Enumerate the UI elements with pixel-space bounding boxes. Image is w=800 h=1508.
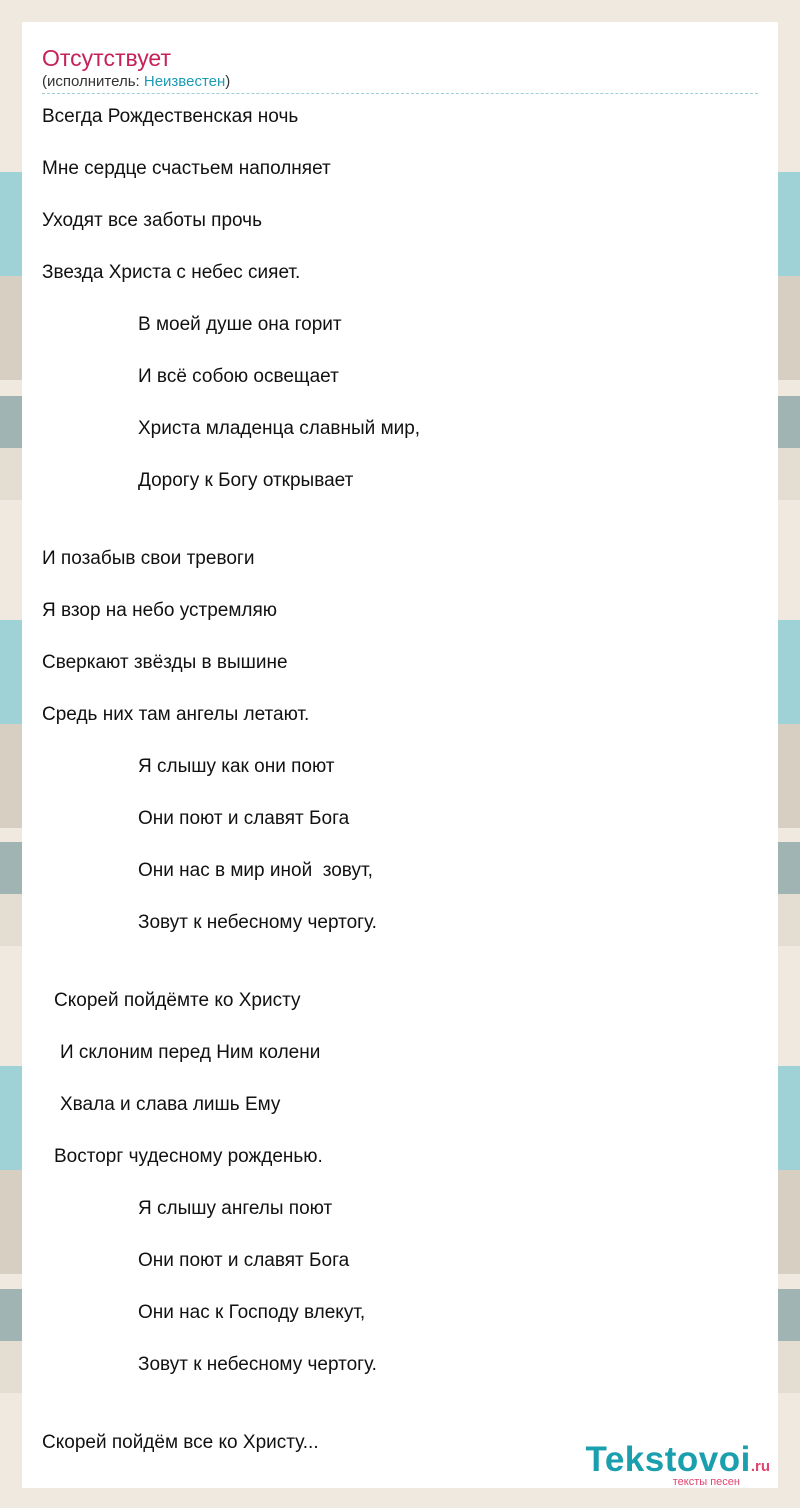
lyric-line: Христа младенца славный мир, [138,418,421,439]
lyric-line: Дорогу к Богу открывает [138,470,354,491]
lyric-line: Они поют и славят Бога [138,1250,350,1271]
site-logo[interactable] [585,1440,770,1488]
lyric-line: Уходят все заботы прочь [42,210,262,231]
lyric-line: И позабыв свои тревоги [42,548,255,569]
artist-prefix: (исполнитель: [42,73,144,90]
lyric-line: Средь них там ангелы летают. [42,704,310,725]
song-title: Отсутствует [42,45,171,71]
lyric-line: Зовут к небесному чертогу. [138,912,377,933]
lyric-line: Звезда Христа с небес сияет. [42,262,301,283]
lyric-line: Скорей пойдём все ко Христу... [42,1432,319,1453]
lyric-line: И всё собою освещает [138,366,339,387]
logo-domain: .ru [750,1458,770,1475]
lyric-line: И склоним перед Ним колени [60,1042,321,1063]
artist-suffix: ) [225,73,231,90]
lyric-line: Хвала и слава лишь Ему [60,1094,281,1115]
lyric-line: Они нас в мир иной зовут, [138,860,373,881]
title-divider [42,93,758,94]
lyric-line: Сверкают звёзды в вышине [42,652,288,673]
lyric-line: Я слышу ангелы поют [138,1198,333,1219]
lyric-line: Я слышу как они поют [138,756,335,777]
lyric-line: Я взор на небо устремляю [42,600,278,621]
lyric-line: Восторг чудесному рожденью. [54,1146,323,1167]
lyrics-card [22,22,778,1488]
lyric-line: Они поют и славят Бога [138,808,350,829]
artist-line [42,73,230,91]
artist-link[interactable]: Неизвестен [143,73,226,90]
lyric-line: Скорей пойдёмте ко Христу [54,990,301,1011]
lyric-line: Зовут к небесному чертогу. [138,1354,377,1375]
lyric-line: Они нас к Господу влекут, [138,1302,366,1323]
lyric-line: Всегда Рождественская ночь [42,106,299,127]
logo-tagline: тексты песен [672,1476,740,1488]
lyric-line: Мне сердце счастьем наполняет [42,158,331,179]
logo-name: Tekstovoi [585,1440,751,1479]
lyric-line: В моей душе она горит [138,314,342,335]
